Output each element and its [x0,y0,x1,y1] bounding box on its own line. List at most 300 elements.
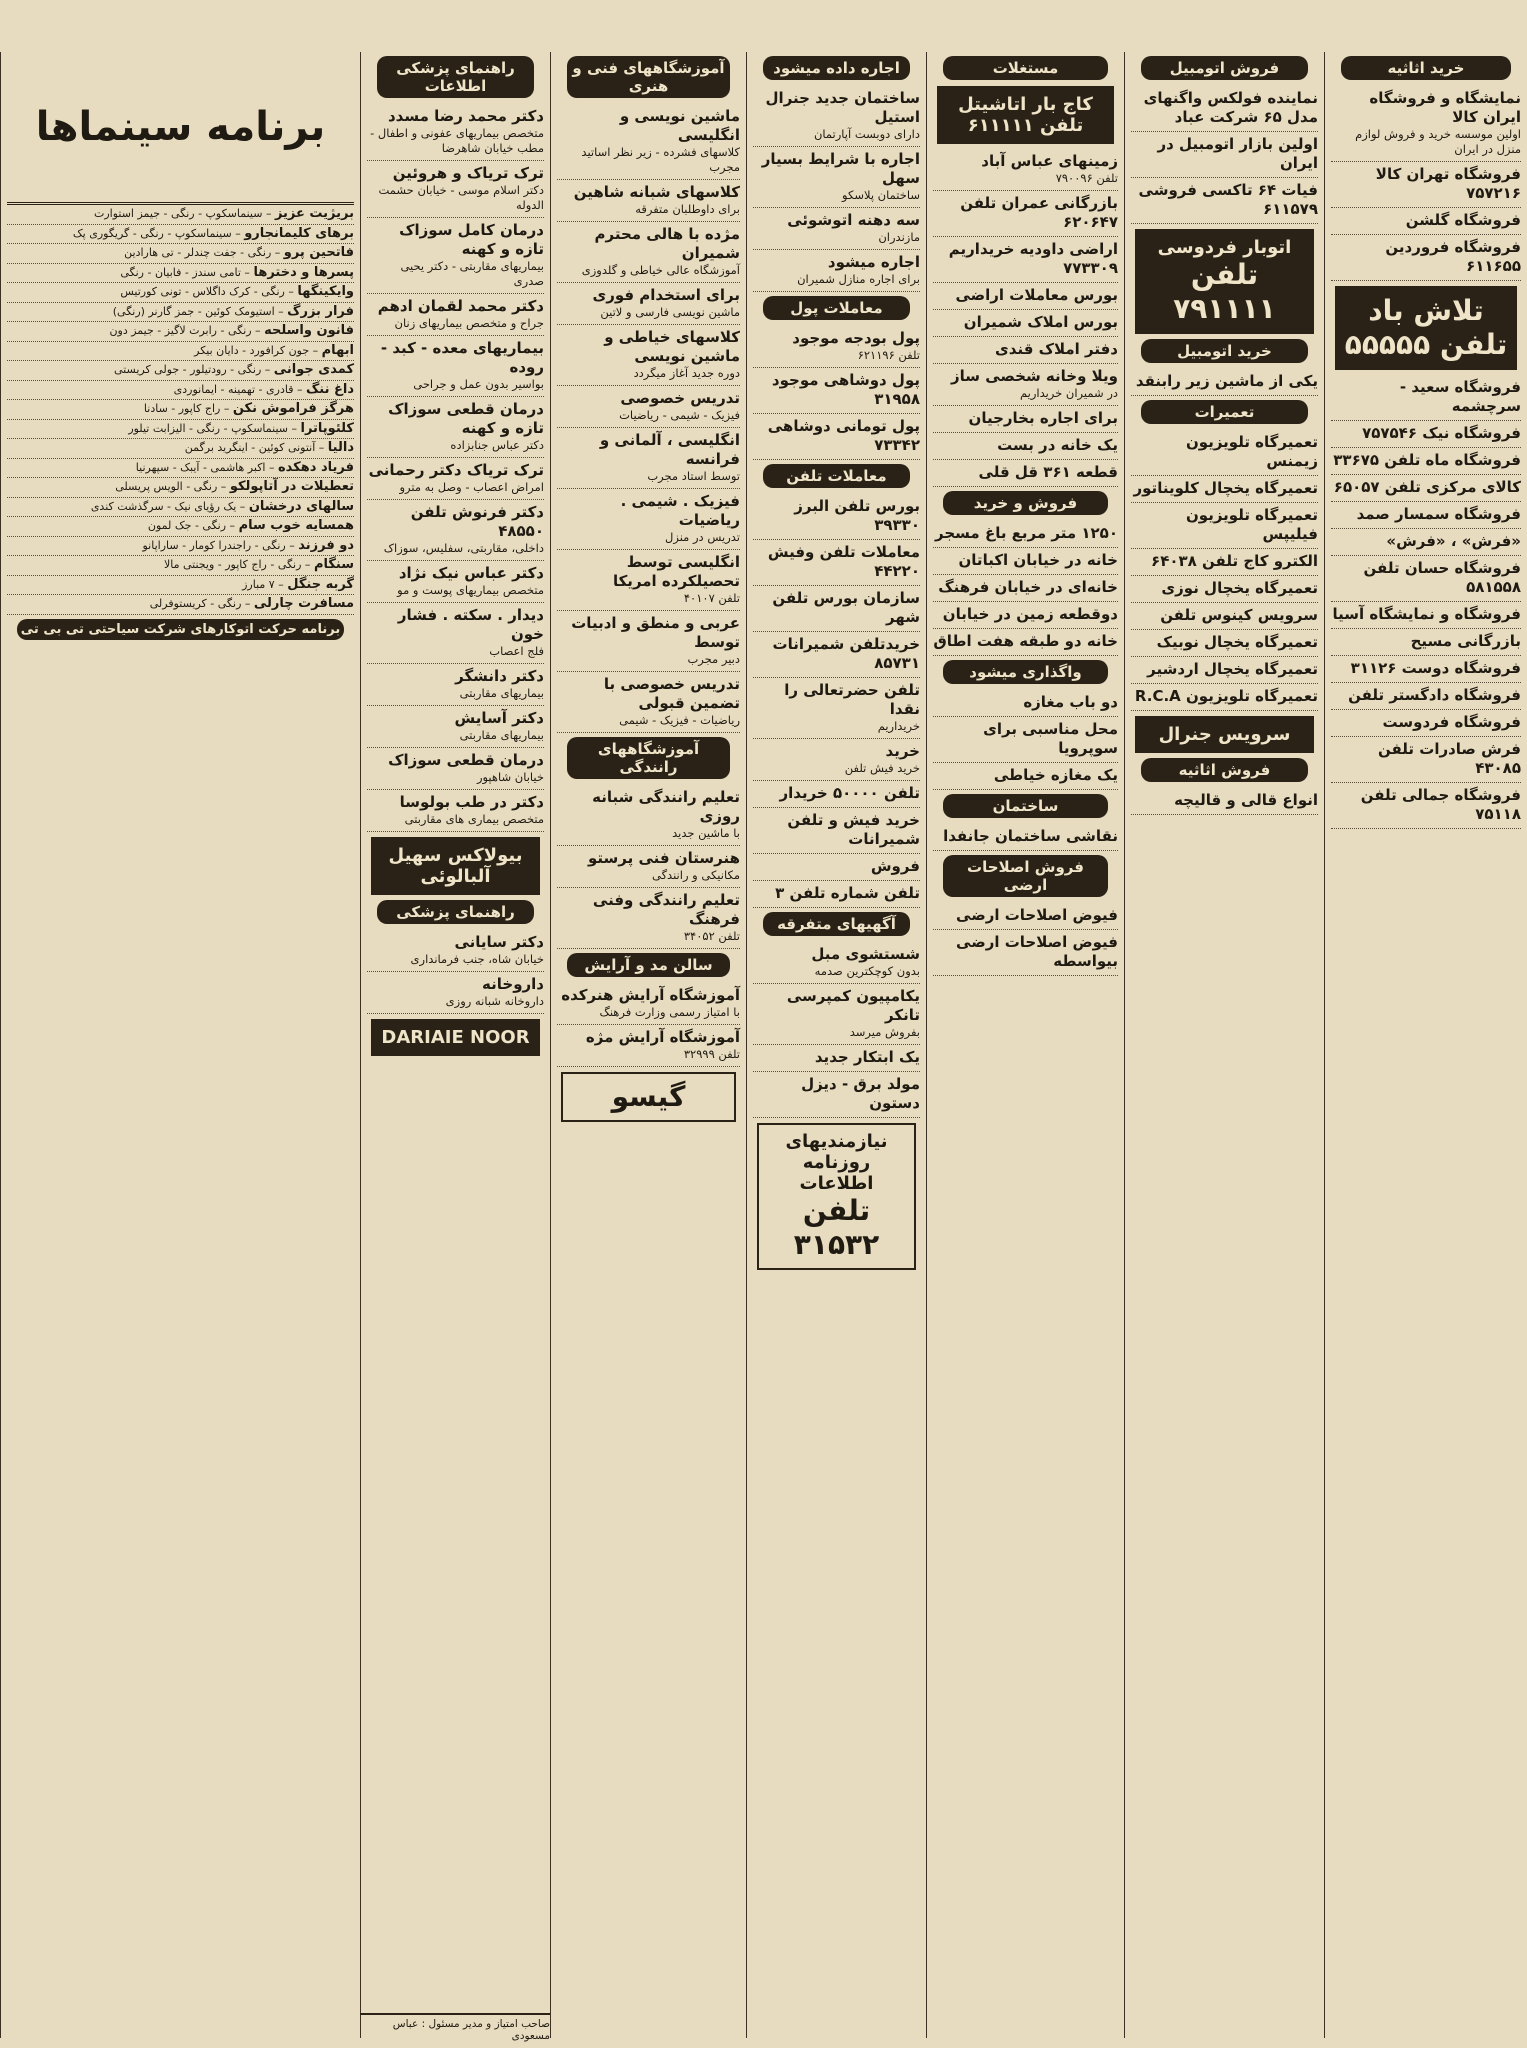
ad-item [557,428,740,489]
cinema-listing [7,381,354,401]
section-header: سالن مد و آرایش [567,953,730,977]
ad-item [557,888,740,949]
ad-title: ۱۲۵۰ متر مربع باغ مسجر [935,524,1118,542]
ads-list [557,785,740,949]
ad-title: دکتر فرنوش تلفن ۴۸۵۵۰ [410,503,544,540]
section-header: فروش اصلاحات ارضی [943,855,1108,897]
ad-title: کالای مرکزی تلفن ۶۵۰۵۷ [1333,478,1521,496]
ad-item [933,283,1118,310]
ad-item [1331,375,1521,421]
film-info: قادری - تهمینه - ایمانوردی [173,382,294,396]
ad-item [557,611,740,672]
cinema-listing [7,556,354,576]
ad-body: خیابان شاه، جنب فرمانداری [410,952,544,966]
column-schools [550,52,746,2038]
film-info: استیومک کوئین - جمز گارنر (رنگی) [112,304,275,318]
ad-title: معاملات تلفن وفیش ۴۴۲۲۰ [767,543,920,580]
separator: – [315,441,328,454]
ad-item [367,336,544,397]
ad-title: دکتر محمد لقمان ادهم [377,297,544,315]
ad-title: فروشگاه جمالی تلفن ۷۵۱۱۸ [1360,786,1521,823]
section-header: آموزشگاههای رانندگی [567,737,730,779]
separator: – [285,538,299,552]
ad-title: عربی و منطق و ادبیات توسط [571,614,740,651]
ad-item [1331,475,1521,502]
ad-box-phone: تلفن ۶۱۱۱۱۱ [967,115,1084,136]
ads-list [1131,788,1318,815]
ad-title: نماینده فولکس واگنهای مدل ۶۵ شرکت عباد [1143,89,1318,126]
ad-item [557,785,740,846]
ad-box-title: تلاش باد [1368,294,1484,327]
ad-title: درمان قطعی سوزاک [388,751,544,769]
ad-item [753,540,920,586]
ad-title: دکتر سایانی [454,933,544,951]
ad-body: مکانیکی و رانندگی [651,868,740,882]
ad-item [933,460,1118,487]
ad-item [753,881,920,908]
ad-item [1131,503,1318,549]
ads-list [753,942,920,1118]
ad-item [367,972,544,1014]
ad-item [1331,208,1521,235]
ad-item [367,664,544,706]
ad-item [753,1072,920,1118]
ad-box-2-title: سرویس جنرال [1158,724,1291,745]
ad-title: فیات ۶۴ تاکسی فروشی ۶۱۱۵۷۹ [1138,181,1318,218]
section-header: معاملات پول [763,296,910,320]
ads-list [753,326,920,460]
ad-title: فروشگاه تهران کالا ۷۵۷۲۱۶ [1375,165,1521,202]
ads-list [1331,375,1521,829]
film-title: فرار بزرگ [287,303,354,319]
ad-title: دیدار . سکته . فشار خون [397,606,544,643]
ad-title: فروشگاه فردوست [1382,713,1521,731]
ad-body: ریاضیات - فیزیک - شیمی [619,713,740,727]
ad-item [753,250,920,292]
ad-box [561,1072,736,1122]
ad-title: بیماریهای معده - کبد - روده [380,339,544,376]
ads-list [933,149,1118,487]
separator: – [293,382,306,396]
ad-item [933,548,1118,575]
ad-item [1331,556,1521,602]
cinema-listing [7,420,354,440]
ads-list [367,104,544,832]
ad-title: بورس تلفن البرز ۳۹۳۳۰ [794,497,920,534]
ad-item [367,790,544,832]
section-header: اجاره داده میشود [763,56,910,80]
ad-item [1331,448,1521,475]
ad-title: تلفن ۵۰۰۰۰ خریدار [779,784,920,802]
ad-item [753,678,920,739]
film-info: سینماسکوپ - رنگی - گریگوری پک [72,226,232,240]
ad-item [557,1025,740,1067]
ad-title: تدریس خصوصی [620,389,740,407]
ad-item [753,414,920,460]
ad-item [1131,657,1318,684]
ad-title: مولد برق - دیزل دستون [801,1075,920,1112]
ad-box [757,1123,916,1270]
ad-title: تعمیرگاه تلویزیون R.C.A [1134,687,1318,705]
ad-body: برای داوطلبان متفرقه [635,202,740,216]
ad-body: بدون کوچکترین صدمه [814,964,920,978]
ad-title: فروشگاه دوست ۳۱۱۲۶ [1350,659,1521,677]
ad-item [557,983,740,1025]
separator: – [231,226,245,240]
ad-box-phone: تلفن ۵۵۵۵۵ [1344,328,1508,361]
ad-item [933,602,1118,629]
section-header: ساختمان [943,794,1108,818]
film-info: سینماسکوپ - رنگی - جیمز استوارت [93,207,263,220]
film-title: فریاد دهکده [278,459,354,475]
ad-item [933,191,1118,237]
film-info: سینماسکوپ - رنگی - الیزابت تیلور [128,421,288,435]
ad-title: ویلا وخانه شخصی ساز [950,367,1118,385]
ad-item [753,326,920,368]
ad-title: دوقطعه زمین در خیابان [942,605,1118,623]
ad-item [753,86,920,147]
ad-item [557,283,740,325]
section-header: فروش اثاثیه [1141,758,1308,782]
ad-body: بواسیر بدون عمل و جراحی [413,377,544,391]
separator: – [226,519,239,532]
ad-title: یکی از ماشین زیر رابنقد [1135,372,1318,390]
ad-title: اولین بازار اتومبیل در ایران [1157,135,1318,172]
ad-body: تلفن ۳۲۹۹۹ [683,1047,740,1061]
ad-title: بورس املاک شمیران [963,313,1118,331]
ad-item [557,550,740,611]
ads-list [1131,86,1318,224]
ad-body: متخصص بیماریهای پوست و مو [397,583,544,597]
ad-title: فیوض اصلاحات ارضی [956,906,1118,924]
ad-body: در شمیران خریداریم [1019,386,1118,400]
ad-title: فیزیک . شیمی . ریاضیات [620,492,740,529]
ad-item [753,147,920,208]
ad-item [1331,421,1521,448]
ad-title: یک ابتکار جدید [814,1048,920,1066]
ad-body: بفروش میرسد [849,1025,920,1039]
ad-item [367,218,544,294]
ad-body: امراض اعصاب - وصل به مترو [399,480,544,494]
ad-body: بیماریهای مقاربتی [459,686,544,700]
section-header: راهنمای پزشکی اطلاعات [377,56,534,98]
ad-item [367,397,544,458]
ad-body: خرید فیش تلفن [844,761,920,775]
ad-body: بیماریهای مقاربتی - دکتر یحیی صدری [400,259,544,288]
ad-item [367,748,544,790]
ad-item [557,386,740,428]
separator: – [217,480,230,493]
ad-item [367,104,544,161]
ad-item [1331,162,1521,208]
ad-item [557,104,740,180]
film-info: رنگی - کرک داگلاس - تونی کورتیس [120,285,285,298]
ad-item [753,494,920,540]
ad-item [1131,430,1318,476]
film-title: گربه جنگل [287,576,354,592]
ad-item [1331,656,1521,683]
ad-title: اراضی داودیه خریداریم ۷۷۳۳۰۹ [948,240,1118,277]
section-header: خرید اتومبیل [1141,339,1308,363]
ads-list [1331,86,1521,281]
film-info: ۷ مبارز [242,577,275,591]
ad-title: یک خانه در بست [997,436,1118,454]
ad-body: داخلی، مقاربتی، سفلیس، سوزاک [383,541,544,555]
ad-title: بازرگانی مسیح [1410,632,1521,650]
cinema-listing [7,595,354,615]
cinema-masthead [7,52,354,205]
ad-item [557,672,740,733]
ad-body: دبیر مجرب [687,652,740,666]
separator: – [274,304,288,318]
ad-item [753,208,920,250]
ad-item [933,824,1118,851]
ad-title: دکتر عباس نیک نژاد [398,564,544,582]
separator: – [236,499,249,513]
ad-title: اجاره با شرایط بسیار سهل [761,150,920,187]
ad-item [933,575,1118,602]
section-header: راهنمای پزشکی [377,900,534,924]
ad-item [1131,178,1318,224]
ads-list [1131,369,1318,396]
ads-list [367,930,544,1014]
ad-body: خیابان شاهپور [476,770,544,784]
cinema-listing [7,303,354,323]
ad-title: تعمیرگاه یخچال کلویناتور [1133,479,1318,497]
ad-body: فلج اعصاب [489,644,544,658]
ad-title: فروشگاه نیک ۷۵۷۵۴۶ [1362,424,1521,442]
ad-title: فروشگاه حسان تلفن ۵۸۱۵۵۸ [1363,559,1521,596]
film-title: دالیا [327,440,354,455]
ad-box-dariaie [371,1019,540,1056]
ad-box-title: بیولاکس سهیل آلبالوئی [388,845,523,887]
ad-item [933,763,1118,790]
film-title: وایکینگها [297,284,354,299]
ad-body: با ماشین جدید [672,826,740,840]
ad-title: تدریس خصوصی با تضمین قبولی [603,675,740,712]
film-title: داغ ننگ [305,381,354,397]
ad-title: دکتر دانشگر [455,667,544,685]
ad-item [367,561,544,603]
ad-title: انگلیسی ، آلمانی و فرانسه [599,431,740,468]
ad-box-phone: تلفن ۷۹۱۱۱۱ [1173,258,1276,325]
ad-item [933,149,1118,191]
film-title: دو فرزند [298,537,354,553]
ad-title: نمایشگاه و فروشگاه ایران کالا [1369,89,1521,126]
ad-title: خانه در خیابان اکباتان [958,551,1118,569]
ad-body: تلفن ۴۰۱۰۷ [683,591,740,605]
film-info: رنگی - الویس پریسلی [115,480,218,493]
column-cinema [0,52,360,2038]
separator: – [287,421,301,435]
ads-list [1131,430,1318,711]
film-info: یک رؤیای نیک - سرگذشت کندی [90,499,237,513]
ad-title: آموزشگاه آرایش مژه [585,1028,740,1046]
ad-body: فیزیک - شیمی - ریاضیات [619,408,740,422]
ad-item [367,458,544,500]
ad-item [933,690,1118,717]
ad-body: داروخانه شبانه روزی [445,994,544,1008]
separator: – [301,558,314,571]
ad-item [753,942,920,984]
ad-body: کلاسهای فشرده - زیر نظر اساتید مجرب [581,145,740,174]
ad-body: تلفن ۳۴۰۵۲ [683,929,740,943]
ad-title: تعمیرگاه یخچال نوزی [1161,579,1318,597]
ad-title: فروشگاه و نمایشگاه آسیا [1332,605,1521,623]
ad-title: نقاشی ساختمان جانفدا [943,827,1118,845]
ad-title: آموزشگاه آرایش هنرکده [561,986,740,1004]
separator: – [220,402,233,415]
ad-item [933,930,1118,976]
ad-body: توسط استاد مجرب [647,469,740,483]
ad-title: تعلیم رانندگی وفنی فرهنگ [592,891,740,928]
cinema-listing [7,225,354,245]
column-real-estate [926,52,1124,2038]
film-info: رنگی - جک لمون [147,519,227,532]
ad-item [933,237,1118,283]
cinema-listings [7,205,354,615]
ad-item [557,846,740,888]
ad-item [1331,235,1521,281]
ad-item [753,854,920,881]
cinema-listing [7,244,354,264]
ad-title: یکامپیون کمپرسی تانکر [786,987,920,1024]
ad-title: محل مناسبی برای سوپرویا [983,720,1118,757]
film-title: بریژیت عزیز [274,206,354,221]
ad-title: داروخانه [482,975,544,993]
ad-body: بیماریهای مقاربتی [459,728,544,742]
ad-item [367,706,544,748]
ad-title: خانه‌ای در خیابان فرهنگ [938,578,1118,596]
film-title: کلئوپاترا [300,420,354,436]
ad-title: درمان قطعی سوزاک تازه و کهنه [388,400,544,437]
ad-body: تلفن ۶۲۱۱۹۶ [857,348,920,362]
film-title: فانون واسلحه [264,323,354,338]
film-title: ابهام [321,342,354,358]
ad-title: پول بودجه موجود [792,329,920,347]
ad-title: برای استخدام فوری [592,286,740,304]
ad-body: آموزشگاه عالی خیاطی و گلدوزی [581,263,740,277]
ad-title: سه دهنه اتوشوئی [787,211,920,229]
separator: – [309,343,322,357]
ad-item [1131,788,1318,815]
ad-body: متخصص بیماریهای عفونی و اطفال - مطب خیابان شاهرضا [370,126,544,155]
ad-item [933,364,1118,406]
ad-item [1331,737,1521,783]
separator: – [262,207,275,220]
ad-title: تعلیم رانندگی شبانه روزی [592,788,740,825]
ad-title: تلفن حضرتعالی را نقدا [784,681,920,718]
ad-item [1331,783,1521,829]
ad-item [1331,602,1521,629]
ads-list [933,824,1118,851]
cinema-listing [7,517,354,537]
ad-body: ساختمان پلاسکو [842,188,920,202]
section-header: آگهیهای متفرقه [763,912,910,936]
ad-item [1331,502,1521,529]
film-info: تامی سندز - فابیان - رنگی [120,265,241,279]
separator: – [251,324,265,337]
ad-title: تعمیرگاه تلویزیون فیلیپس [1185,506,1318,543]
film-info: اکبر هاشمی - آیبک - سپهرنیا [135,460,266,474]
ad-item [1331,629,1521,656]
section-header: تعمیرات [1141,400,1308,424]
ad-item [557,222,740,283]
cinema-listing [7,400,354,420]
ad-title: سرویس کینوس تلفن [1160,606,1318,624]
ad-item [1131,476,1318,503]
film-title: همسایه خوب سام [238,518,354,533]
ad-item [1331,710,1521,737]
ad-title: فروشگاه ماه تلفن ۳۳۶۷۵ [1333,451,1521,469]
separator: – [274,577,288,591]
cinema-listing [7,498,354,518]
cinema-listing [7,342,354,362]
ad-title: دکتر در طب بولوسا [399,793,544,811]
cinema-listing [7,478,354,498]
ad-title: دو باب مغازه [1023,693,1118,711]
film-title: کمدی جوانی [273,362,354,377]
cinema-listing [7,439,354,459]
section-header: آموزشگاههای فنی و هنری [567,56,730,98]
ad-title: مژده با هالی محترم شمیران [594,225,740,262]
ad-title: درمان کامل سوزاک تازه و کهنه [399,221,544,258]
ad-body: اولین موسسه خرید و فروش لوازم منزل در ایران [1355,127,1521,156]
ad-body: دکتر عباس جنابزاده [450,438,544,452]
film-info: رنگی - راجندرا کومار - ساراپانو [142,538,286,552]
section-header: واگذاری میشود [943,660,1108,684]
ad-title: فروشگاه فروردین ۶۱۱۶۵۵ [1385,238,1521,275]
separator: – [241,597,254,610]
column-furniture [1324,52,1527,2038]
film-info: رنگی - رابرت لاگیز - جیمز دون [109,324,252,337]
ad-title: تعمیرگاه یخچال اردشیر [1147,660,1318,678]
ad-item [557,325,740,386]
ad-item [1131,369,1318,396]
cinema-listing [7,322,354,342]
ad-title: «فرش» ، «فرش» [1386,532,1521,550]
column-auto [1124,52,1324,2038]
film-title: تعطیلات در آتاپولکو [229,479,354,494]
ad-title: دفتر املاک قندی [995,340,1118,358]
ad-box [1335,286,1517,370]
ad-box [371,837,540,895]
ads-list [933,903,1118,976]
ad-title: کلاسهای شبانه شاهین [573,183,740,201]
ad-box [937,86,1114,144]
ad-item [1131,86,1318,132]
ad-title: فروشگاه گلشن [1405,211,1521,229]
ad-title: تعمیرگاه تلویزیون زیمنس [1185,433,1318,470]
film-title: پسرها و دخترها [253,264,354,280]
film-title: هرگز فراموش نکن [232,401,354,416]
cinema-title: برنامه سینماها [35,104,326,150]
ad-item [557,489,740,550]
ad-item [753,984,920,1045]
section-header: معاملات تلفن [763,464,910,488]
ad-title: سازمان بورس تلفن شهر [772,589,920,626]
ad-title: زمینهای عباس آباد [981,152,1118,170]
ads-list [933,690,1118,790]
separator: – [271,246,284,259]
ad-title: بورس معاملات اراضی [955,286,1118,304]
ad-title: هنرستان فنی پرستو [588,849,740,867]
ad-title: فروشگاه دادگستر تلفن [1348,686,1521,704]
ad-item [753,1045,920,1072]
section-header: فروش اتومبیل [1141,56,1308,80]
ad-body: مازندران [878,230,920,244]
ad-item [933,406,1118,433]
